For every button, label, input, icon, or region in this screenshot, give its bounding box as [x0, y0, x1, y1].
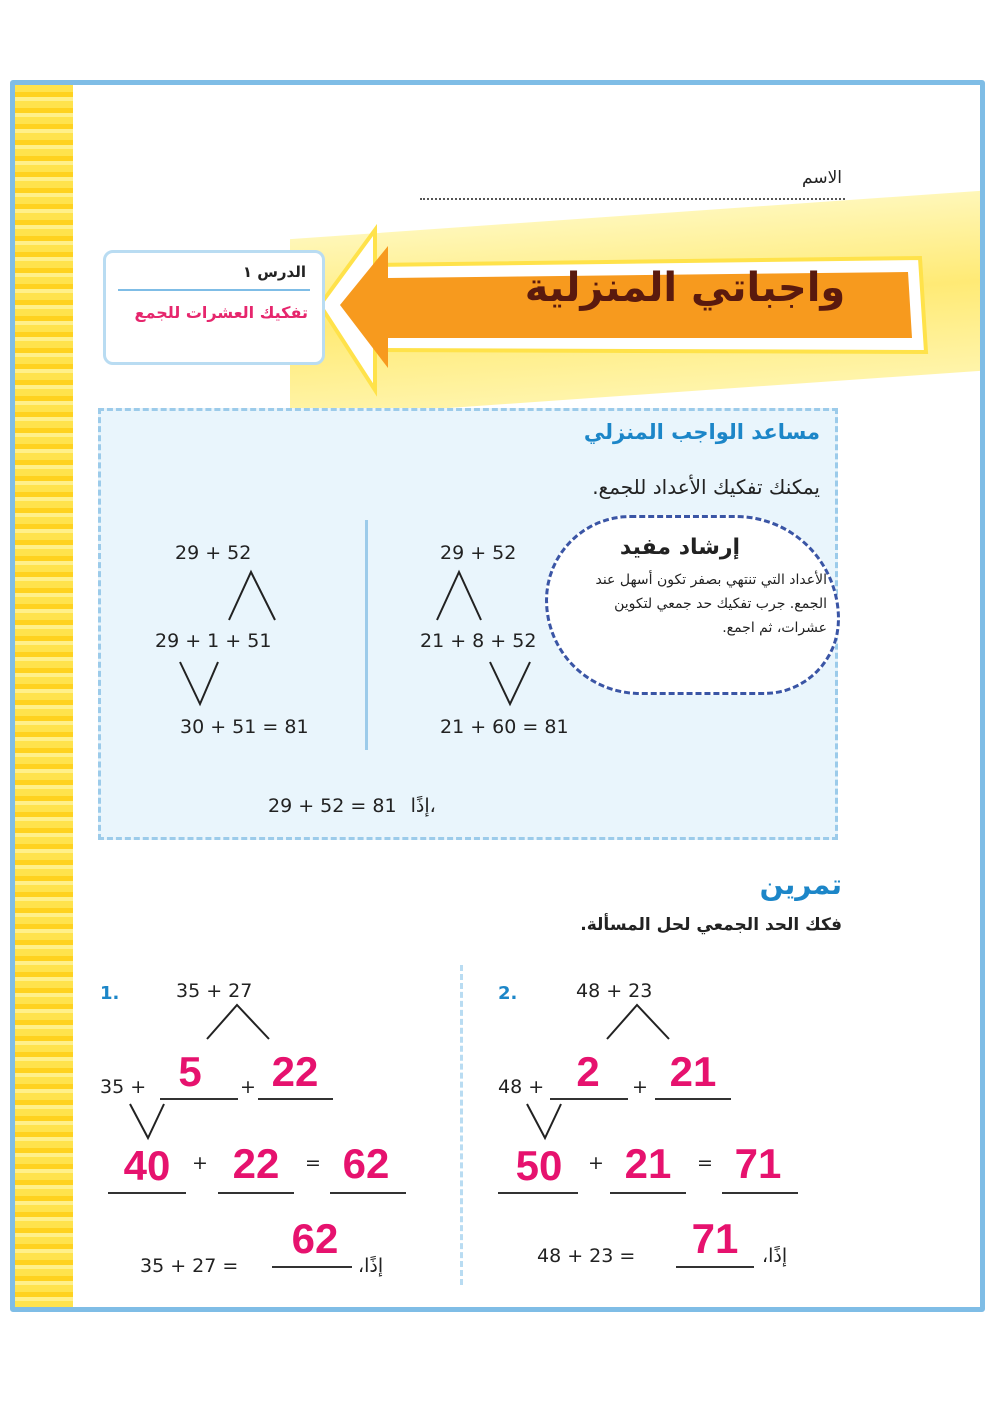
blank-line: [330, 1192, 406, 1194]
so-word: إذًا،: [358, 1255, 384, 1277]
practice-title: تمرين: [759, 868, 842, 901]
left-example-line2: 29 + 1 + 51: [155, 630, 272, 652]
left-example-line1: 29 + 52: [175, 542, 252, 564]
left-example-line3: 30 + 51 = 81: [180, 716, 309, 738]
lesson-box: [103, 250, 325, 365]
blank-line: [258, 1098, 333, 1100]
blank-line: [655, 1098, 731, 1100]
answer-remainder[interactable]: 22: [271, 1048, 319, 1095]
helper-result: [268, 795, 436, 817]
answer-ones[interactable]: 2: [576, 1048, 600, 1095]
final-expression: 35 + 27 =: [140, 1255, 239, 1277]
answer-tens[interactable]: 40: [123, 1142, 171, 1189]
tip-title: إرشاد مفيد: [619, 535, 741, 560]
split-branch-icon: [225, 568, 285, 623]
name-field[interactable]: [420, 198, 845, 200]
blank-line: [550, 1098, 628, 1100]
blank-line: [272, 1266, 352, 1268]
blank-line: [160, 1098, 238, 1100]
first-addend: 48 +: [498, 1076, 545, 1098]
right-example-line2: 21 + 8 + 52: [420, 630, 537, 652]
join-branch-icon: [178, 658, 228, 708]
answer-ones[interactable]: 5: [178, 1048, 202, 1095]
right-example-line1: 29 + 52: [440, 542, 517, 564]
problem-number: 1.: [100, 983, 120, 1004]
plus-sign: +: [632, 1076, 648, 1098]
practice-divider: [460, 965, 463, 1285]
problem-expression: 35 + 27: [176, 980, 253, 1002]
helper-title: مساعد الواجب المنزلي: [583, 420, 820, 444]
blank-line: [108, 1192, 186, 1194]
plus-sign: +: [588, 1152, 604, 1174]
blank-line: [498, 1192, 578, 1194]
final-expression: 48 + 23 =: [537, 1245, 636, 1267]
join-branch-icon: [128, 1102, 168, 1142]
helper-divider: [365, 520, 368, 750]
practice-instruction: فكك الحد الجمعي لحل المسألة.: [580, 915, 842, 935]
join-branch-icon: [525, 1102, 565, 1142]
problem-expression: 48 + 23: [576, 980, 653, 1002]
answer-final[interactable]: 62: [291, 1215, 339, 1262]
blank-line: [218, 1192, 294, 1194]
answer-sum[interactable]: 71: [734, 1140, 782, 1187]
side-credit-text: [886, 965, 900, 1235]
homework-title: واجباتي المنزلية: [524, 265, 846, 311]
name-label: الاسم: [802, 168, 842, 188]
so-word: إذًا،: [762, 1245, 788, 1267]
split-branch-icon: [435, 568, 495, 623]
split-branch-icon: [205, 1003, 275, 1043]
answer-second[interactable]: 22: [232, 1140, 280, 1187]
answer-tens[interactable]: 50: [515, 1142, 563, 1189]
blank-line: [676, 1266, 754, 1268]
join-branch-icon: [488, 658, 538, 708]
answer-remainder[interactable]: 21: [669, 1048, 717, 1095]
blank-line: [722, 1192, 798, 1194]
plus-sign: +: [192, 1152, 208, 1174]
divider: [118, 289, 310, 291]
helper-intro: يمكنك تفكيك الأعداد للجمع.: [592, 475, 820, 499]
equals-sign: =: [697, 1152, 713, 1174]
answer-sum[interactable]: 62: [342, 1140, 390, 1187]
lesson-number: الدرس ١: [242, 263, 306, 281]
answer-final[interactable]: 71: [691, 1215, 739, 1262]
equals-sign: =: [305, 1152, 321, 1174]
blank-line: [610, 1192, 686, 1194]
plus-sign: +: [240, 1076, 256, 1098]
tip-text: الأعداد التي تنتهي بصفر تكون أسهل عند الجمع. جرب تفكيك حد جمعي لتكوين عشرات، ثم اجمع.: [595, 572, 827, 636]
problem-number: 2.: [498, 983, 518, 1004]
first-addend: 35 +: [100, 1076, 147, 1098]
right-example-line3: 21 + 60 = 81: [440, 716, 569, 738]
split-branch-icon: [605, 1003, 675, 1043]
result-equation: 29 + 52 = 81: [268, 795, 397, 817]
result-word: إذًا،: [410, 795, 436, 817]
lesson-title: تفكيك العشرات للجمع: [134, 303, 308, 322]
answer-second[interactable]: 21: [624, 1140, 672, 1187]
